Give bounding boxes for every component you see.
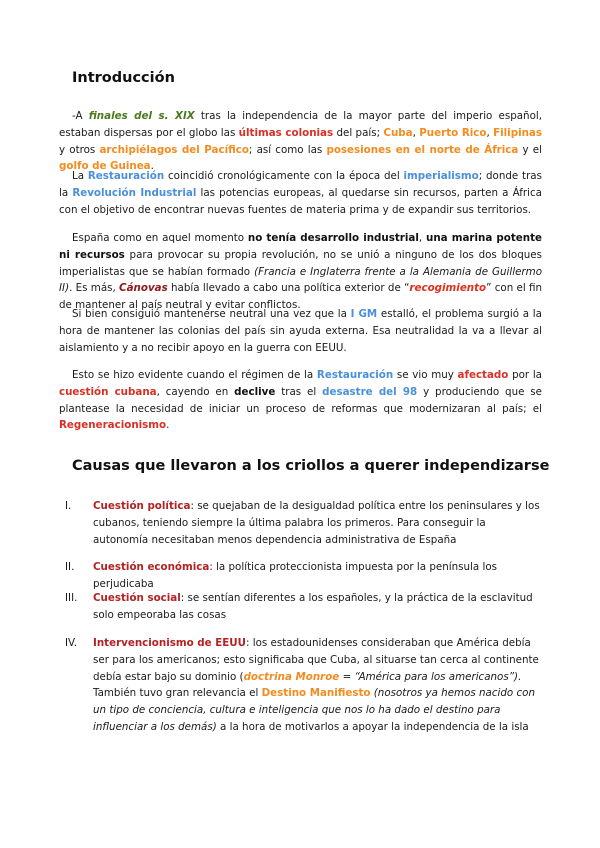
- intro-paragraph-3: España como en aquel momento no tenía desarrollo industrial, una marina potente ni recursos para provocar su propia revolución, no se unió a ninguno de los dos bloques imperialistas que se habían formado (Francia e Inglaterra frente a la Alemania de Guillermo II). Es más, Cánovas había llevado a cabo una política exterior de “recogimiento” con el fin de mantener al país neutral y evitar conflictos.: [59, 232, 543, 312]
- intro-paragraph-5: Esto se hizo evidente cuando el régimen de la Restauración se vio muy afectado por la cuestión cubana, cayendo en declive tras el desastre del 98 y produciendo que se plantease la necesidad de iniciar un proceso de reformas que modernizaran al país; el Regeneracionismo.: [59, 369, 542, 432]
- intro-heading: Introducción: [72, 70, 175, 86]
- cause-number: IV.: [65, 637, 78, 649]
- cause-item-3: III. Cuestión social: se sentían diferentes a los españoles, y la práctica de la esclavitud solo empeoraba las cosas: [65, 592, 533, 621]
- intro-paragraph-1: -A finales del s. XIX tras la independencia de la mayor parte del imperio español, estaban dispersas por el globo las últimas colonias del país; Cuba, Puerto Rico, Filipinas y otros archipiélagos del Pacífico; así como las posesiones en el norte de África y el golfo de Guinea.: [59, 110, 543, 173]
- cause-number: I.: [65, 500, 72, 512]
- cause-item-4: IV. Intervencionismo de EEUU: los estadounidenses consideraban que América debía ser para los americanos; esto significaba que Cuba, al situarse tan cerca al continente debía estar bajo su dominio (doctrina Monroe = “América para los americanos”). También tuvo gran relevancia el Destino Manifiesto (nosotros ya hemos nacido con un tipo de conciencia, cultura e inteligencia que nos lo ha dado el destino para influenciar a los demás) a la hora de motivarlos a apoyar la independencia de la isla: [65, 637, 539, 733]
- cause-label: Intervencionismo de EEUU: [93, 637, 246, 649]
- intro-paragraph-4: Si bien consiguió mantenerse neutral una vez que la I GM estalló, el problema surgió a la hora de mantener las colonias del país sin ayuda externa. Esa neutralidad la va a llevar al aislamiento y a no recibir apoyo en la guerra con EEUU.: [59, 308, 542, 354]
- cause-number: II.: [65, 561, 75, 573]
- causes-heading: Causas que llevaron a los criollos a querer independizarse: [72, 458, 550, 474]
- cause-item-2: II. Cuestión económica: la política proteccionista impuesta por la península los perjudicaba: [65, 561, 497, 590]
- cause-number: III.: [65, 592, 78, 604]
- cause-label: Cuestión económica: [93, 561, 210, 573]
- intro-paragraph-2: La Restauración coincidió cronológicamente con la época del imperialismo; donde tras la Revolución Industrial las potencias europeas, al quedarse sin recursos, parten a África con el objetivo de encontrar nuevas fuentes de materia prima y de expandir sus territorios.: [59, 170, 542, 216]
- cause-label: Cuestión social: [93, 592, 181, 604]
- cause-item-1: I. Cuestión política: se quejaban de la desigualdad política entre los peninsulares y los cubanos, teniendo siempre la última palabra los primeros. Para conseguir la autonomía necesitaban menos dependencia administrativa de España: [65, 500, 540, 546]
- cause-label: Cuestión política: [93, 500, 191, 512]
